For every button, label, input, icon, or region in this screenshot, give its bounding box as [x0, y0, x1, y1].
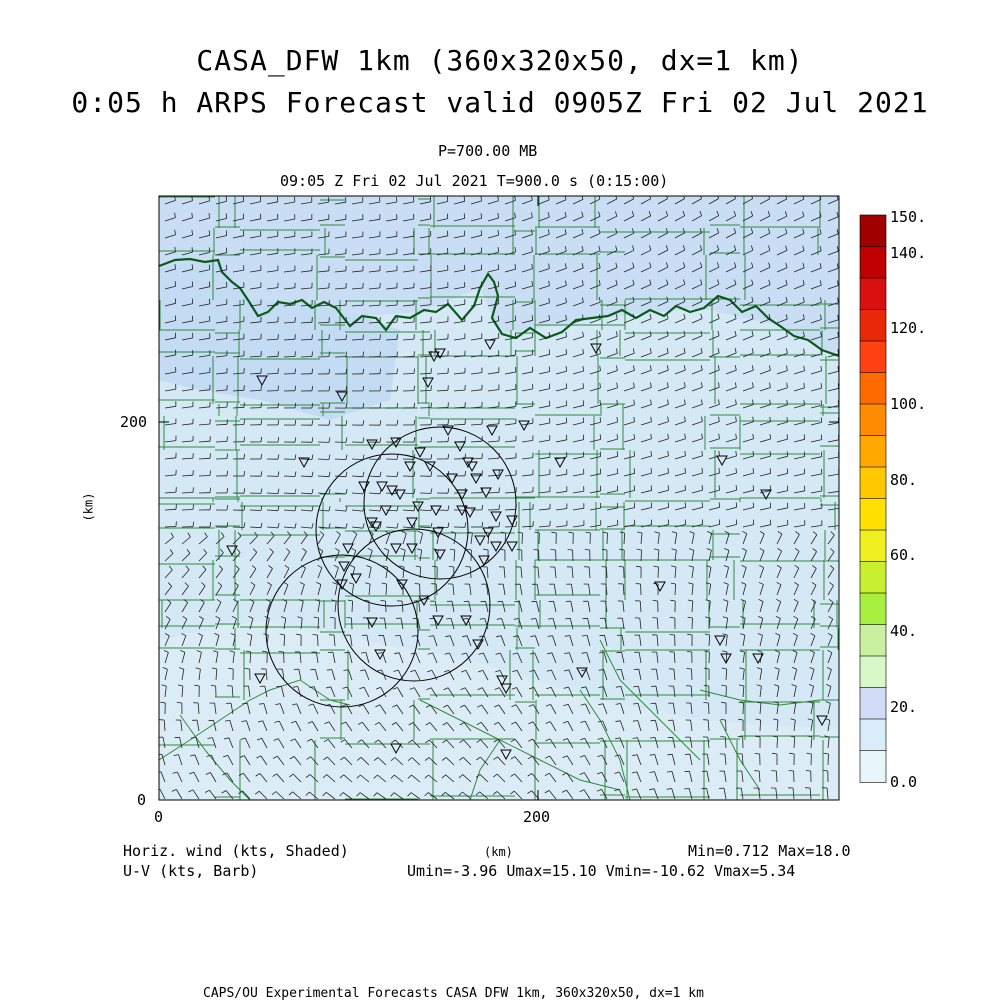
colorbar-swatch	[860, 688, 886, 720]
x-axis-label: (km)	[484, 845, 513, 859]
colorbar-swatch	[860, 562, 886, 594]
colorbar	[860, 215, 886, 783]
colorbar-swatch	[860, 373, 886, 405]
colorbar-swatch	[860, 215, 886, 247]
footer-credit: CAPS/OU Experimental Forecasts CASA DFW 1km, 360x320x50, dx=1 km	[203, 986, 704, 1001]
colorbar-swatch	[860, 656, 886, 688]
colorbar-swatch	[860, 341, 886, 373]
colorbar-label-150: 150.	[890, 208, 926, 226]
colorbar-swatch	[860, 310, 886, 342]
colorbar-swatch	[860, 436, 886, 468]
colorbar-label-140: 140.	[890, 244, 926, 262]
colorbar-swatch	[860, 278, 886, 310]
valid-time-info: 09:05 Z Fri 02 Jul 2021 T=900.0 s (0:15:00)	[280, 172, 668, 190]
colorbar-label-40: 40.	[890, 622, 917, 640]
colorbar-swatch	[860, 719, 886, 751]
colorbar-label-100: 100.	[890, 395, 926, 413]
legend-min-max: Min=0.712 Max=18.0	[688, 842, 851, 860]
title-line-1: CASA_DFW 1km (360x320x50, dx=1 km)	[0, 44, 1000, 77]
title-line-2: 0:05 h ARPS Forecast valid 0905Z Fri 02 Jul 2021	[0, 86, 1000, 119]
colorbar-swatch	[860, 247, 886, 279]
y-tick-200: 200	[120, 413, 147, 431]
legend-shaded-label: Horiz. wind (kts, Shaded)	[123, 842, 349, 860]
y-axis-label: (km)	[81, 493, 95, 522]
pressure-level: P=700.00 MB	[438, 142, 537, 160]
colorbar-label-0: 0.0	[890, 773, 917, 791]
y-tick-0: 0	[137, 791, 146, 809]
colorbar-swatch	[860, 404, 886, 436]
colorbar-label-80: 80.	[890, 471, 917, 489]
colorbar-label-120: 120.	[890, 319, 926, 337]
x-tick-200: 200	[523, 808, 550, 826]
colorbar-swatch	[860, 625, 886, 657]
legend-barb-label: U-V (kts, Barb)	[123, 862, 258, 880]
colorbar-swatch	[860, 499, 886, 531]
x-tick-0: 0	[154, 808, 163, 826]
colorbar-swatch	[860, 751, 886, 783]
colorbar-swatch	[860, 530, 886, 562]
legend-uv-range: Umin=-3.96 Umax=15.10 Vmin=-10.62 Vmax=5.34	[407, 862, 795, 880]
colorbar-swatch	[860, 593, 886, 625]
colorbar-label-20: 20.	[890, 698, 917, 716]
colorbar-label-60: 60.	[890, 546, 917, 564]
colorbar-swatch	[860, 467, 886, 499]
